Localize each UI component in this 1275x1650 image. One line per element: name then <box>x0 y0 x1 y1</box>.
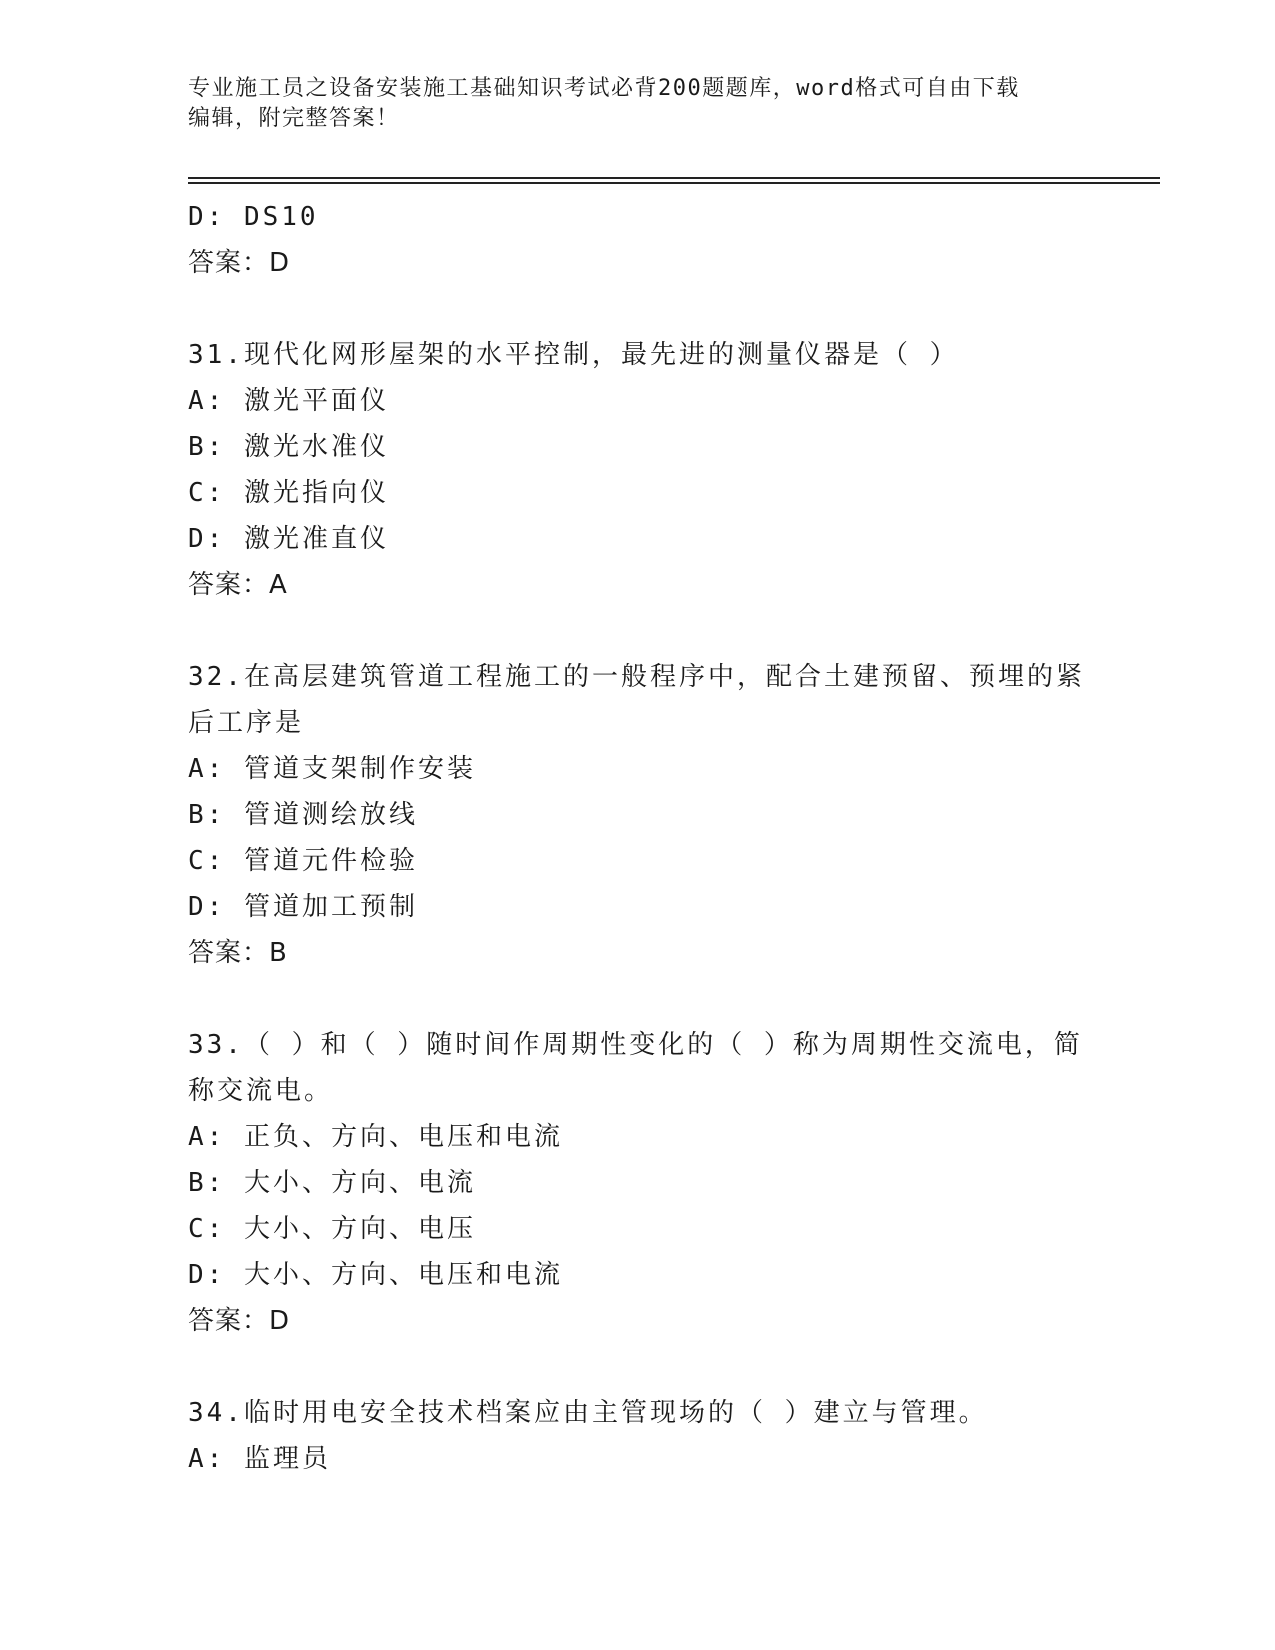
answer-line: 答案：D <box>188 248 291 278</box>
option-c: C: 激光指向仪 <box>188 478 389 508</box>
spacer <box>188 608 1088 654</box>
option-a: A: 管道支架制作安装 <box>188 754 476 784</box>
header-title-line-1: 专业施工员之设备安装施工基础知识考试必背200题题库，word格式可自由下载 <box>188 76 1020 101</box>
question-stem: 33.（ ）和（ ）随时间作周期性变化的（ ）称为周期性交流电，简 <box>188 1030 1083 1060</box>
option-b: B: 大小、方向、电流 <box>188 1168 476 1198</box>
answer-line: 答案：B <box>188 938 288 968</box>
answer-line: 答案：D <box>188 1306 291 1336</box>
question-31 <box>188 332 1088 608</box>
question-stem: 31.现代化网形屋架的水平控制，最先进的测量仪器是（ ） <box>188 340 959 370</box>
question-list <box>188 194 1088 1482</box>
option-c: C: 大小、方向、电压 <box>188 1214 476 1244</box>
question-34 <box>188 1390 1088 1482</box>
question-stem-continued: 称交流电。 <box>188 1076 334 1106</box>
question-stem: 34.临时用电安全技术档案应由主管现场的（ ）建立与管理。 <box>188 1398 988 1428</box>
document-header <box>188 74 1088 134</box>
option-b: B: 管道测绘放线 <box>188 800 418 830</box>
option-d: D: 管道加工预制 <box>188 892 418 922</box>
option-c: C: 管道元件检验 <box>188 846 418 876</box>
previous-question-tail <box>188 194 1088 286</box>
option-a: A: 监理员 <box>188 1444 331 1474</box>
answer-line: 答案：A <box>188 570 288 600</box>
question-32 <box>188 654 1088 976</box>
option-a: A: 激光平面仪 <box>188 386 389 416</box>
spacer <box>188 976 1088 1022</box>
header-divider-bottom <box>188 182 1160 184</box>
question-stem: 32.在高层建筑管道工程施工的一般程序中，配合土建预留、预埋的紧 <box>188 662 1085 692</box>
option-b: B: 激光水准仪 <box>188 432 389 462</box>
header-title-line-2: 编辑，附完整答案！ <box>188 106 400 131</box>
option-d: D: 激光准直仪 <box>188 524 389 554</box>
spacer <box>188 1344 1088 1390</box>
spacer <box>188 286 1088 332</box>
option-d: D: DS10 <box>188 202 319 232</box>
question-33 <box>188 1022 1088 1344</box>
option-d: D: 大小、方向、电压和电流 <box>188 1260 563 1290</box>
header-divider-top <box>188 177 1160 179</box>
option-a: A: 正负、方向、电压和电流 <box>188 1122 563 1152</box>
question-stem-continued: 后工序是 <box>188 708 305 738</box>
